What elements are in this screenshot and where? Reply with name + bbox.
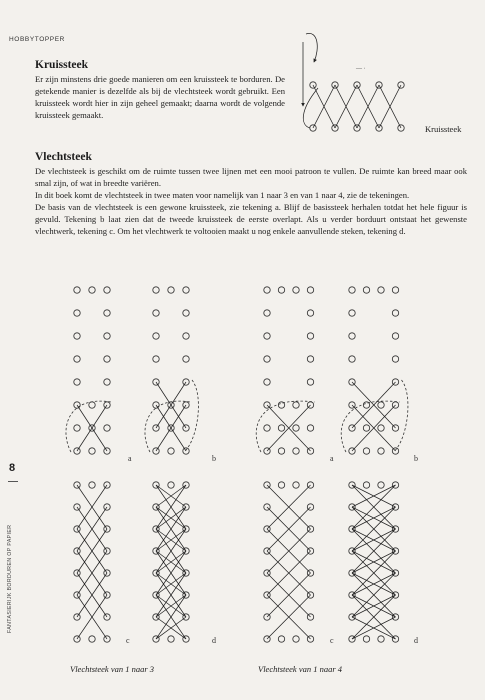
diagram-c-1-to-3 xyxy=(74,482,110,642)
vlechtsteek-paragraph: In dit boek komt de vlechtsteek in twee maten voor namelijk van 1 naar 3 en van 1 naar 4, zie de tekeningen. xyxy=(35,189,410,200)
vlechtsteek-paragraph: De vlechtsteek is geschikt om de ruimte tussen twee lijnen met een mooi patroon te vullen. De ruimte kan breed maar ook smal zijn, of wat in breedte variëren. xyxy=(35,166,467,188)
hole-dot xyxy=(89,636,95,642)
hole-dot xyxy=(183,310,189,316)
caption-1-to-4: Vlechtsteek van 1 naar 4 xyxy=(258,664,343,674)
diagram-c-1-to-4 xyxy=(264,482,314,642)
hole-dot xyxy=(278,287,284,293)
hole-dot xyxy=(278,425,284,431)
hole-dot xyxy=(74,379,80,385)
hole-dot xyxy=(89,402,95,408)
figure-label-d: d xyxy=(414,636,418,645)
hole-dot xyxy=(349,333,355,339)
figure-label-c: c xyxy=(330,636,334,645)
kruissteek-diagram xyxy=(303,33,404,131)
hole-dot xyxy=(307,333,313,339)
hole-dot xyxy=(363,448,369,454)
hole-dot xyxy=(168,636,174,642)
hole-dot xyxy=(89,482,95,488)
hole-dot xyxy=(104,287,110,293)
hole-dot xyxy=(293,287,299,293)
figure-label-a: a xyxy=(330,454,334,463)
hole-dot xyxy=(153,356,159,362)
hole-dot xyxy=(153,333,159,339)
hole-dot xyxy=(392,333,398,339)
hole-dot xyxy=(293,425,299,431)
hole-dot xyxy=(168,448,174,454)
figure-label-d: d xyxy=(212,636,216,645)
hole-dot xyxy=(74,287,80,293)
hole-dot xyxy=(264,356,270,362)
stitch-curve xyxy=(256,401,314,452)
hole-dot xyxy=(307,287,313,293)
hole-dot xyxy=(307,310,313,316)
hole-dot xyxy=(378,425,384,431)
hole-dot xyxy=(349,287,355,293)
hole-dot xyxy=(264,310,270,316)
hole-dot xyxy=(264,333,270,339)
hole-dot xyxy=(104,379,110,385)
hole-dot xyxy=(104,310,110,316)
diagram-d-1-to-4 xyxy=(349,482,399,642)
hole-dot xyxy=(74,333,80,339)
hole-dot xyxy=(183,356,189,362)
hole-dot xyxy=(363,287,369,293)
hole-dot xyxy=(168,482,174,488)
hole-dot xyxy=(293,636,299,642)
hole-dot xyxy=(378,482,384,488)
hole-dot xyxy=(307,356,313,362)
figure-label-a: a xyxy=(128,454,132,463)
hole-dot xyxy=(293,482,299,488)
page-number: 8 xyxy=(9,462,16,474)
figure-label-b: b xyxy=(414,454,418,463)
kruissteek-figure-label: Kruissteek xyxy=(425,124,462,134)
vlechtsteek-heading: Vlechtsteek xyxy=(35,151,92,163)
hole-dot xyxy=(89,448,95,454)
stitch-curve xyxy=(184,380,198,452)
hole-dot xyxy=(363,636,369,642)
hole-dot xyxy=(378,402,384,408)
hole-dot xyxy=(153,310,159,316)
hole-dot xyxy=(293,402,299,408)
hole-dot xyxy=(74,310,80,316)
hole-dot xyxy=(278,636,284,642)
hole-dot xyxy=(264,287,270,293)
hole-dot xyxy=(278,448,284,454)
hole-dot xyxy=(183,333,189,339)
hole-dot xyxy=(378,287,384,293)
hole-dot xyxy=(293,448,299,454)
hole-dot xyxy=(264,379,270,385)
kruissteek-heading: Kruissteek xyxy=(35,59,89,71)
hole-dot xyxy=(392,310,398,316)
diagram-d-1-to-3 xyxy=(153,482,189,642)
page-number-rule xyxy=(8,481,18,482)
hole-dot xyxy=(104,333,110,339)
hole-dot xyxy=(378,636,384,642)
figure-label-b: b xyxy=(212,454,216,463)
diagram-a-1-to-3 xyxy=(66,287,111,454)
hole-dot xyxy=(104,356,110,362)
running-header: HOBBYTOPPER xyxy=(9,36,65,43)
diagram-a-1-to-4 xyxy=(256,287,314,454)
hole-dot xyxy=(168,287,174,293)
kruissteek-body: Er zijn minstens drie goede manieren om een kruissteek te borduren. De getekende manier is dezelfde als bij de vlechtsteek wordt gebruikt. Een kruissteek wordt hier in zijn geheel gemaakt; daarna wordt de volgende kruissteek gemaakt. xyxy=(35,74,285,120)
hole-dot xyxy=(378,448,384,454)
diagram-b-1-to-3 xyxy=(145,287,198,454)
hole-dot xyxy=(153,287,159,293)
hole-dot xyxy=(104,425,110,431)
hole-dot xyxy=(74,356,80,362)
stitch-curve xyxy=(394,380,408,452)
caption-1-to-3: Vlechtsteek van 1 naar 3 xyxy=(70,664,155,674)
hole-dot xyxy=(363,482,369,488)
diagram-b-1-to-4 xyxy=(341,287,408,454)
hole-dot xyxy=(74,425,80,431)
hole-dot xyxy=(392,356,398,362)
hole-dot xyxy=(349,356,355,362)
hole-dot xyxy=(392,287,398,293)
svg-text:— ·: — · xyxy=(356,66,366,72)
hole-dot xyxy=(183,287,189,293)
hole-dot xyxy=(363,425,369,431)
figure-label-c: c xyxy=(126,636,130,645)
side-caption: FANTASIERIJK BORDUREN OP PAPIER xyxy=(7,524,13,633)
vlechtsteek-paragraph: De basis van de vlechtsteek is een gewone kruissteek, zie tekening a. Blijf de basissteek herhalen totdat het hele figuur is gevuld. Tekening b laat zien dat de tweede kruissteek de eerste overlapt. Als u verder borduurt ontstaat het gewenste vlechtwerk, tekening c. Om het vlechtwerk te voltooien maakt u nog enkele aanvullende steken, tekening d. xyxy=(35,201,467,236)
hole-dot xyxy=(307,379,313,385)
hole-dot xyxy=(89,287,95,293)
hole-dot xyxy=(349,310,355,316)
hole-dot xyxy=(264,425,270,431)
hole-dot xyxy=(278,482,284,488)
hole-dot xyxy=(307,425,313,431)
